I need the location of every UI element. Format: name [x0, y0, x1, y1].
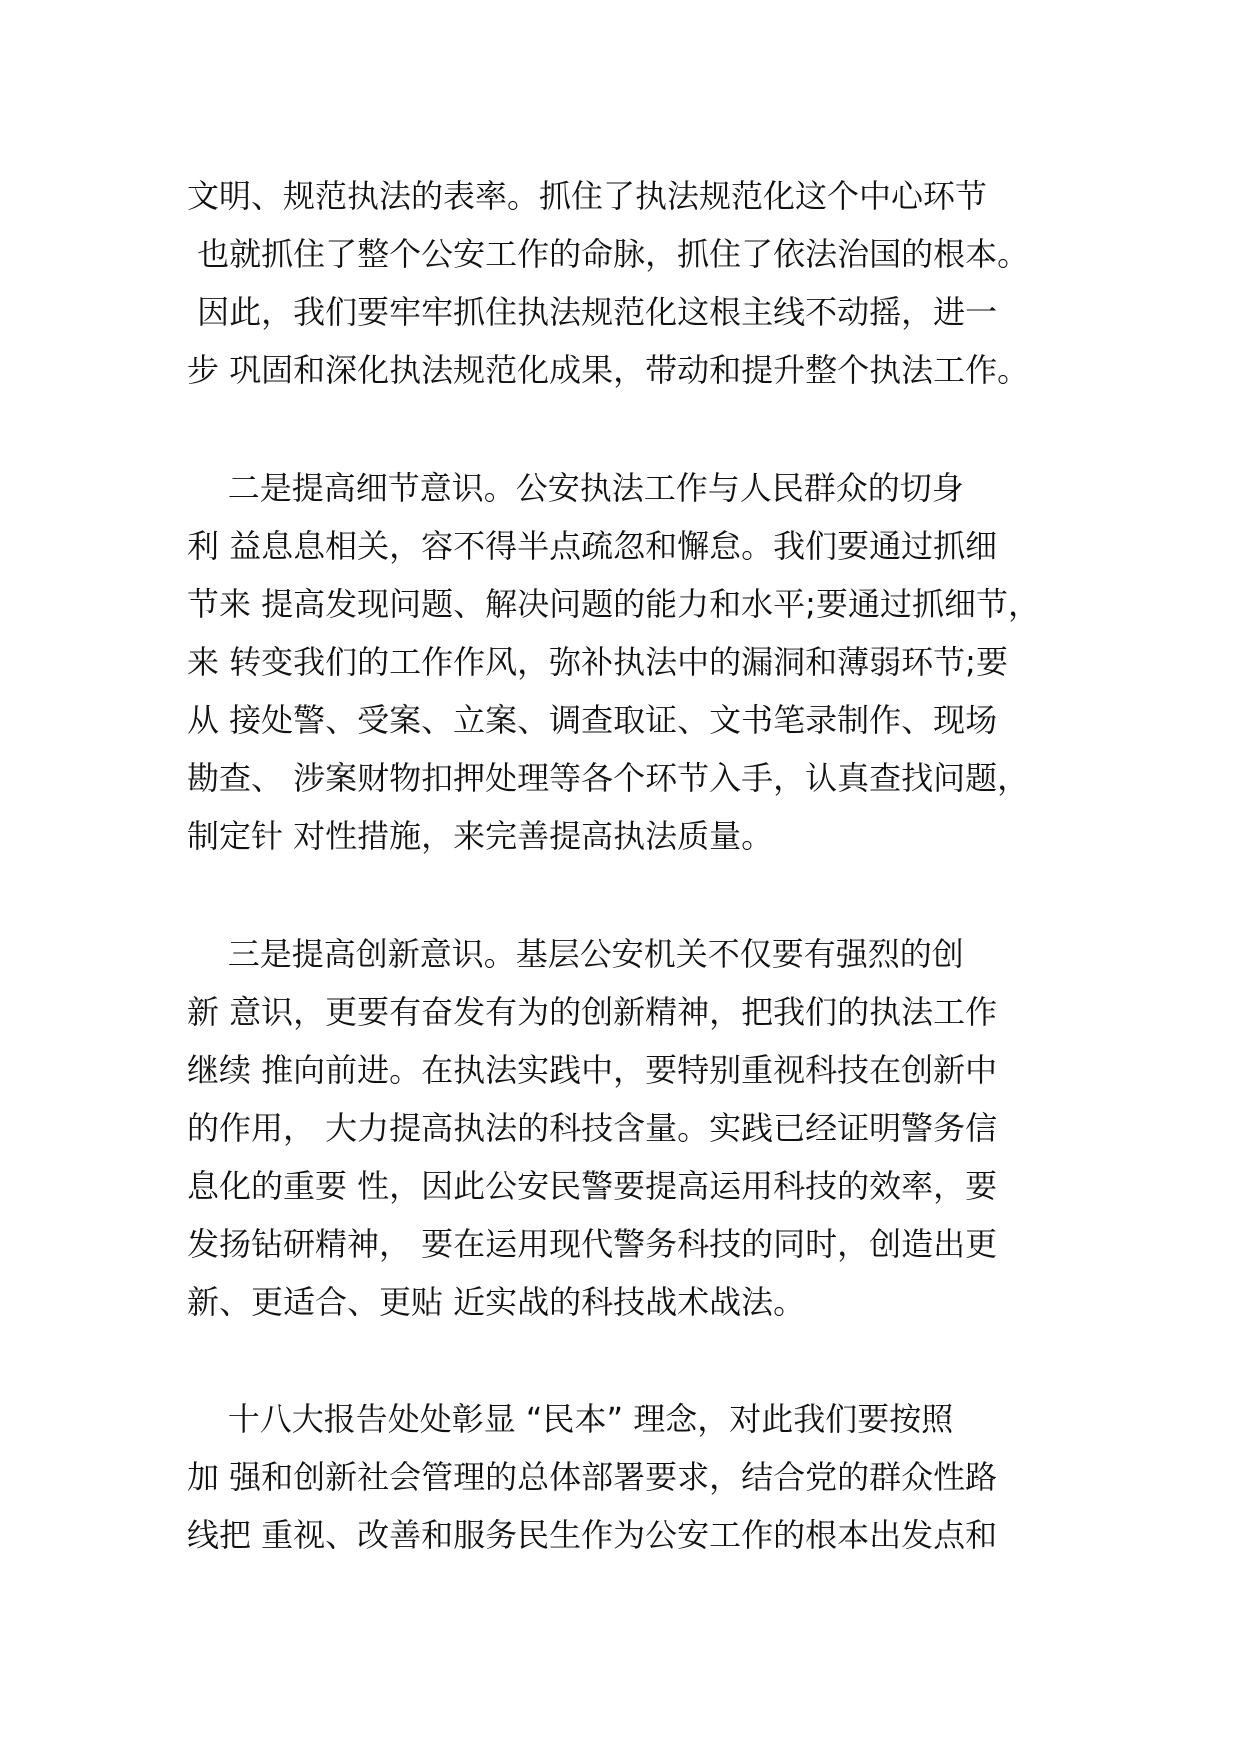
text-line: 加 强和创新社会管理的总体部署要求，结合党的群众性路	[187, 1458, 998, 1496]
text-line: 文明、规范执法的表率。抓住了执法规范化这个中心环节	[187, 177, 988, 215]
text-line: 勘查、 涉案财物扣押处理等各个环节入手，认真查找问题，	[187, 759, 1030, 797]
text-line: 制定针 对性措施，来完善提高执法质量。	[187, 817, 774, 855]
text-line: 因此，我们要牢牢抓住执法规范化这根主线不动摇，进一	[187, 293, 998, 331]
text-line: 从 接处警、受案、立案、调查取证、文书笔录制作、现场	[187, 701, 998, 739]
text-line: 新 意识，更要有奋发有为的创新精神，把我们的执法工作	[187, 993, 998, 1031]
text-line: 新、更适合、更贴 近实战的科技战术战法。	[187, 1283, 806, 1321]
paragraph-4	[187, 1390, 1087, 1564]
text-line: 十八大报告处处彰显 “民本” 理念，对此我们要按照	[187, 1400, 954, 1438]
paragraph-2	[187, 459, 1087, 865]
text-line: 二是提高细节意识。公安执法工作与人民群众的切身	[187, 469, 964, 507]
text-line: 三是提高创新意识。基层公安机关不仅要有强烈的创	[187, 935, 964, 973]
text-line: 线把 重视、改善和服务民生作为公安工作的根本出发点和	[187, 1516, 998, 1554]
text-line: 节来 提高发现问题、解决问题的能力和水平;要通过抓细节，	[187, 585, 1040, 623]
text-line: 来 转变我们的工作作风，弥补执法中的漏洞和薄弱环节;要	[187, 643, 1008, 681]
text-line: 发扬钻研精神， 要在运用现代警务科技的同时，创造出更	[187, 1225, 998, 1263]
text-line: 也就抓住了整个公安工作的命脉，抓住了依法治国的根本。	[187, 235, 1030, 273]
text-line: 利 益息息相关，容不得半点疏忽和懈怠。我们要通过抓细	[187, 527, 998, 565]
text-line: 的作用， 大力提高执法的科技含量。实践已经证明警务信	[187, 1109, 998, 1147]
text-line: 息化的重要 性，因此公安民警要提高运用科技的效率，要	[187, 1167, 998, 1205]
paragraph-1	[187, 167, 1087, 399]
paragraph-3	[187, 925, 1087, 1331]
text-line: 继续 推向前进。在执法实践中，要特别重视科技在创新中	[187, 1051, 998, 1089]
text-line: 步 巩固和深化执法规范化成果，带动和提升整个执法工作。	[187, 351, 1030, 389]
